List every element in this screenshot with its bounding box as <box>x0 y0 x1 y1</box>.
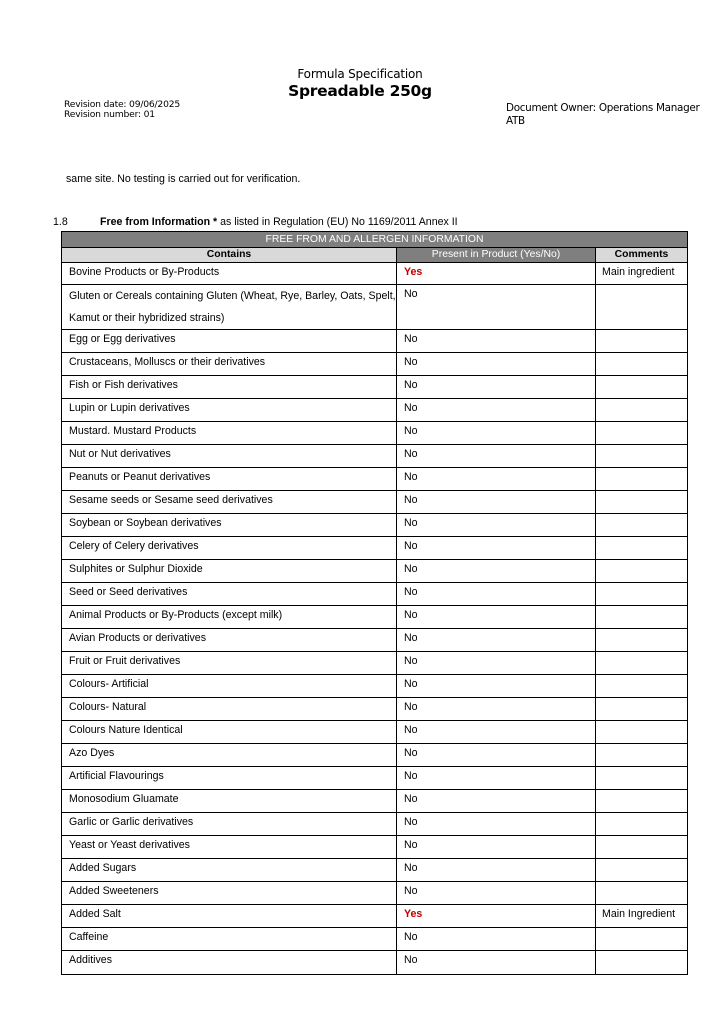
cell-comment <box>596 514 687 536</box>
table-row <box>62 263 687 285</box>
intro-text: same site. No testing is carried out for verification. <box>66 173 301 185</box>
cell-comment <box>596 836 687 858</box>
cell-comment <box>596 422 687 444</box>
cell-comment: Main Ingredient <box>602 908 676 920</box>
cell-comment <box>596 698 687 720</box>
column-header-present: Present in Product (Yes/No) <box>397 248 596 262</box>
cell-comment <box>596 606 687 628</box>
table-row <box>62 560 687 583</box>
cell-contains: Colours- Artificial <box>62 675 397 697</box>
cell-comment <box>596 652 687 674</box>
cell-contains: Garlic or Garlic derivatives <box>62 813 397 835</box>
cell-present: No <box>397 422 596 444</box>
table-row <box>62 675 687 698</box>
cell-contains: Mustard. Mustard Products <box>62 422 397 444</box>
cell-present: No <box>397 652 596 674</box>
cell-contains: Sesame seeds or Sesame seed derivatives <box>62 491 397 513</box>
cell-present: No <box>397 744 596 766</box>
cell-contains: Caffeine <box>62 928 397 950</box>
cell-present: No <box>397 721 596 743</box>
cell-present: No <box>397 790 596 812</box>
revision-number: Revision number: 01 <box>64 108 155 120</box>
cell-contains: Bovine Products or By-Products <box>62 263 397 284</box>
cell-present: No <box>397 583 596 605</box>
cell-comment <box>596 399 687 421</box>
cell-contains: Soybean or Soybean derivatives <box>62 514 397 536</box>
cell-present: No <box>397 468 596 490</box>
cell-present: No <box>397 928 596 950</box>
table-row <box>62 399 687 422</box>
revision-info <box>64 100 180 119</box>
cell-present: No <box>397 376 596 398</box>
cell-contains: Additives <box>62 951 397 974</box>
cell-comment: Main ingredient <box>602 266 675 278</box>
cell-contains: Nut or Nut derivatives <box>62 445 397 467</box>
cell-contains: Colours- Natural <box>62 698 397 720</box>
table-row <box>62 951 687 974</box>
cell-contains: Crustaceans, Molluscs or their derivatives <box>62 353 397 375</box>
cell-present: No <box>397 813 596 835</box>
cell-present: No <box>397 951 596 974</box>
table-row <box>62 652 687 675</box>
cell-contains: Fruit or Fruit derivatives <box>62 652 397 674</box>
cell-comment <box>596 285 687 329</box>
cell-contains: Celery of Celery derivatives <box>62 537 397 559</box>
cell-contains: Peanuts or Peanut derivatives <box>62 468 397 490</box>
section-number: 1.8 <box>53 216 68 228</box>
table-row <box>62 468 687 491</box>
cell-contains: Egg or Egg derivatives <box>62 330 397 352</box>
table-row <box>62 285 687 330</box>
table-row <box>62 629 687 652</box>
cell-comment <box>596 882 687 904</box>
document-owner <box>506 102 699 128</box>
cell-comment <box>596 859 687 881</box>
table-row <box>62 583 687 606</box>
cell-comment <box>596 790 687 812</box>
cell-comment <box>596 537 687 559</box>
cell-contains: Added Salt <box>62 905 397 927</box>
cell-comment <box>596 445 687 467</box>
table-row <box>62 537 687 560</box>
cell-comment <box>596 330 687 352</box>
cell-contains: Colours Nature Identical <box>62 721 397 743</box>
cell-present: No <box>397 675 596 697</box>
cell-contains: Added Sugars <box>62 859 397 881</box>
cell-comment <box>596 928 687 950</box>
cell-comment <box>596 744 687 766</box>
product-name: Spreadable 250g <box>288 82 432 100</box>
cell-present: Yes <box>397 263 596 284</box>
table-row <box>62 422 687 445</box>
cell-contains: Seed or Seed derivatives <box>62 583 397 605</box>
table-row <box>62 445 687 468</box>
section-subtitle: as listed in Regulation (EU) No 1169/2011 Annex II <box>217 216 458 228</box>
table-row <box>62 376 687 399</box>
section-heading <box>53 216 458 228</box>
revision-date: Revision date: 09/06/2025 <box>64 99 181 110</box>
section-title: Free from Information * <box>100 216 218 228</box>
cell-contains: Fish or Fish derivatives <box>62 376 397 398</box>
table-row <box>62 606 687 629</box>
cell-comment <box>596 491 687 513</box>
cell-comment <box>596 560 687 582</box>
cell-present: No <box>397 859 596 881</box>
cell-contains: Sulphites or Sulphur Dioxide <box>62 560 397 582</box>
cell-present: No <box>397 445 596 467</box>
cell-present: No <box>397 514 596 536</box>
cell-present: No <box>397 767 596 789</box>
column-header-contains: Contains <box>62 248 397 262</box>
cell-present: No <box>397 330 596 352</box>
table-row <box>62 767 687 790</box>
cell-present: No <box>397 882 596 904</box>
cell-comment <box>596 675 687 697</box>
cell-present: No <box>397 353 596 375</box>
cell-present: Yes <box>397 905 596 927</box>
table-row <box>62 744 687 767</box>
cell-present: No <box>397 560 596 582</box>
cell-comment <box>596 376 687 398</box>
allergen-table <box>61 231 688 975</box>
cell-comment <box>596 951 687 974</box>
cell-present: No <box>397 629 596 651</box>
cell-comment <box>596 813 687 835</box>
table-row <box>62 813 687 836</box>
table-row <box>62 330 687 353</box>
table-row <box>62 698 687 721</box>
table-row <box>62 353 687 376</box>
cell-contains: Gluten or Cereals containing Gluten (Wheat, Rye, Barley, Oats, Spelt, Kamut or their hybridized strains) <box>62 285 397 329</box>
owner-line-2: ATB <box>506 115 525 127</box>
cell-contains: Yeast or Yeast derivatives <box>62 836 397 858</box>
cell-comment <box>596 583 687 605</box>
cell-contains: Animal Products or By-Products (except milk) <box>62 606 397 628</box>
table-row <box>62 882 687 905</box>
cell-present: No <box>397 836 596 858</box>
table-row <box>62 859 687 882</box>
cell-present: No <box>397 606 596 628</box>
cell-contains: Lupin or Lupin derivatives <box>62 399 397 421</box>
cell-contains: Added Sweeteners <box>62 882 397 904</box>
cell-comment <box>596 721 687 743</box>
cell-present: No <box>397 285 596 329</box>
cell-contains: Azo Dyes <box>62 744 397 766</box>
table-row <box>62 721 687 744</box>
cell-present: No <box>397 491 596 513</box>
cell-contains: Artificial Flavourings <box>62 767 397 789</box>
cell-present: No <box>397 537 596 559</box>
table-row <box>62 790 687 813</box>
cell-comment <box>596 353 687 375</box>
table-body <box>62 263 687 974</box>
table-column-headers <box>62 248 687 263</box>
cell-comment <box>596 629 687 651</box>
cell-present: No <box>397 698 596 720</box>
table-row <box>62 836 687 859</box>
owner-line-1: Document Owner: Operations Manager <box>506 102 700 114</box>
cell-comment <box>596 767 687 789</box>
table-title: FREE FROM AND ALLERGEN INFORMATION <box>62 232 687 248</box>
cell-comment <box>596 468 687 490</box>
cell-present: No <box>397 399 596 421</box>
document-title: Formula Specification <box>297 67 423 81</box>
cell-contains: Monosodium Gluamate <box>62 790 397 812</box>
table-row <box>62 491 687 514</box>
table-row <box>62 905 687 928</box>
column-header-comments: Comments <box>596 248 687 262</box>
table-row <box>62 514 687 537</box>
table-row <box>62 928 687 951</box>
cell-contains: Avian Products or derivatives <box>62 629 397 651</box>
